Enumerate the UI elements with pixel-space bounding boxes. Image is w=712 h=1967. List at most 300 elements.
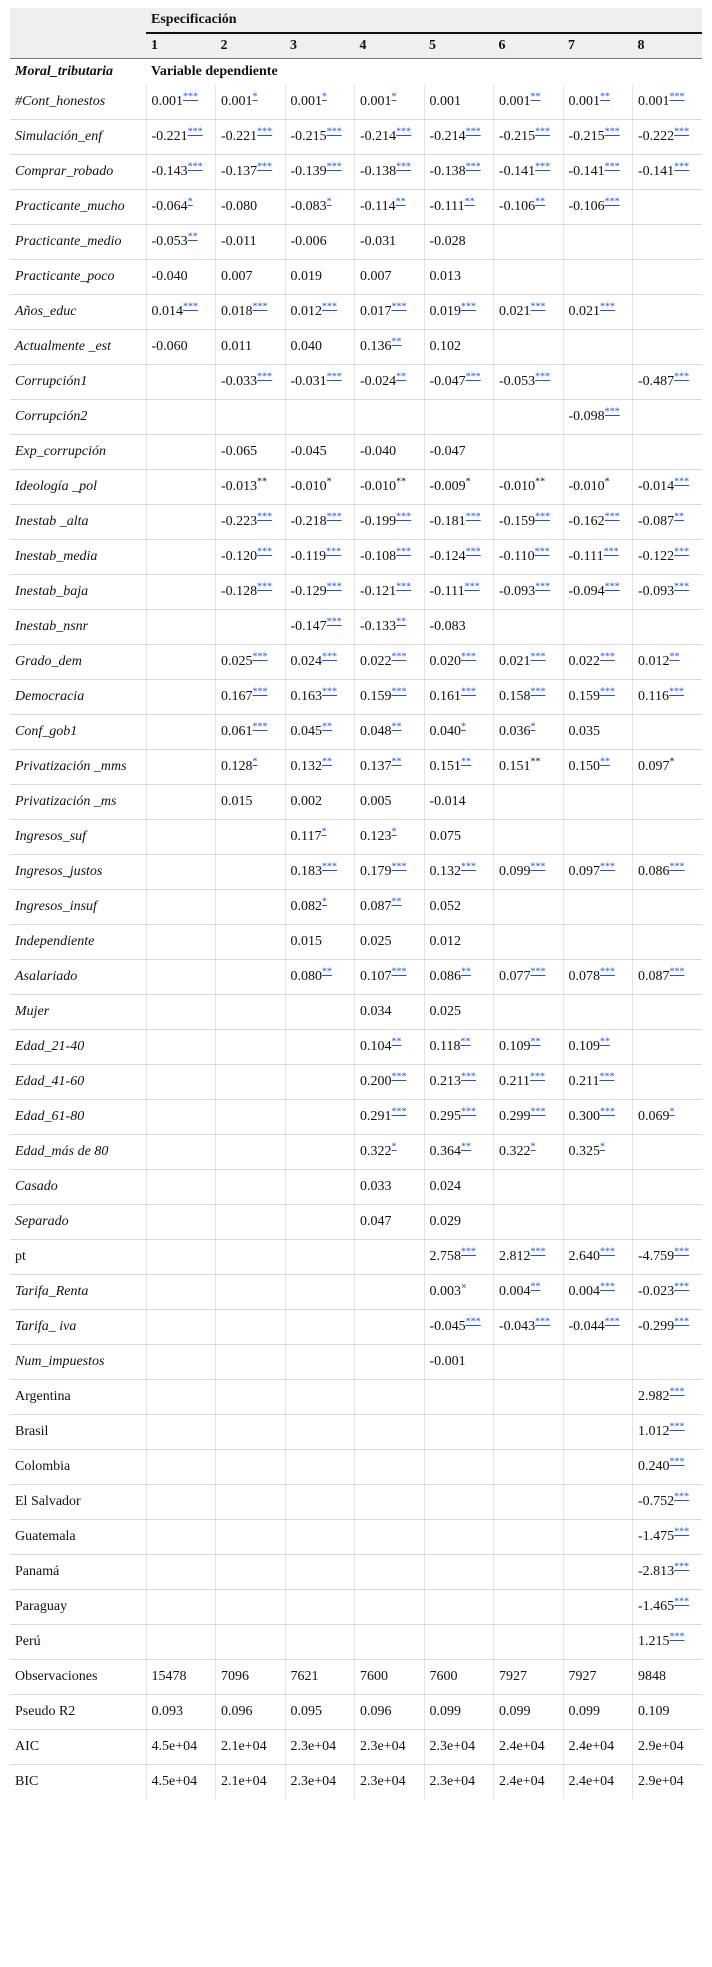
coefficient-value: -0.031 [360, 234, 397, 249]
significance-marker[interactable]: *** [674, 1526, 690, 1538]
significance-marker[interactable]: *** [535, 581, 551, 593]
table-cell [424, 645, 494, 680]
significance-marker[interactable]: *** [326, 511, 342, 523]
significance-marker[interactable]: *** [391, 301, 407, 313]
significance-marker[interactable]: *** [674, 1281, 690, 1293]
coefficient-value: 0.002 [290, 794, 322, 809]
table-cell [216, 680, 286, 715]
table-cell [355, 1345, 425, 1380]
significance-marker[interactable]: *** [322, 686, 337, 698]
significance-marker[interactable]: *** [396, 161, 412, 173]
significance-marker[interactable]: *** [600, 686, 615, 698]
coefficient-value: -0.010 [360, 479, 397, 494]
significance-marker[interactable]: ** [391, 336, 402, 348]
significance-marker[interactable]: *** [530, 861, 546, 873]
table-row [10, 1100, 702, 1135]
significance-marker[interactable]: * [600, 1141, 605, 1153]
significance-marker[interactable]: *** [604, 196, 620, 208]
column-number: 5 [424, 33, 494, 59]
table-cell [355, 470, 425, 505]
coefficient-value: -2.813 [638, 1564, 675, 1579]
significance-marker[interactable]: * [391, 826, 397, 838]
coefficient-value: 0.161 [429, 689, 461, 704]
significance-marker[interactable]: * [391, 1141, 397, 1153]
significance-marker[interactable]: *** [674, 1491, 690, 1503]
significance-marker[interactable]: *** [461, 1106, 476, 1118]
coefficient-value: 2.3e+04 [360, 1739, 406, 1754]
table-cell [285, 120, 355, 155]
coefficient-value: 0.109 [568, 1039, 600, 1054]
significance-marker[interactable]: *** [257, 546, 273, 558]
significance-marker[interactable]: *** [599, 1071, 615, 1083]
coefficient-value: 0.086 [638, 864, 670, 879]
table-cell [216, 925, 286, 960]
table-cell [494, 330, 564, 365]
table-cell [563, 1310, 633, 1345]
table-cell [216, 715, 286, 750]
coefficient-value: 0.322 [499, 1144, 531, 1159]
table-cell [424, 505, 494, 540]
significance-marker[interactable]: * [187, 196, 193, 208]
table-cell [355, 120, 425, 155]
table-cell [216, 1310, 286, 1345]
significance-marker[interactable]: ** [464, 196, 475, 208]
significance-marker[interactable]: ** [530, 1281, 541, 1293]
table-cell [355, 260, 425, 295]
significance-marker[interactable]: *** [187, 161, 203, 173]
table-cell [355, 540, 425, 575]
table-cell [146, 820, 216, 855]
table-cell [146, 1695, 216, 1730]
table-cell [216, 820, 286, 855]
table-cell [355, 1065, 425, 1100]
significance-marker[interactable]: *** [396, 546, 412, 558]
table-cell [563, 470, 633, 505]
significance-marker[interactable]: *** [391, 966, 407, 978]
significance-marker[interactable]: *** [322, 861, 337, 873]
significance-marker[interactable]: *** [603, 546, 619, 558]
column-number: 1 [146, 33, 216, 59]
significance-marker[interactable]: *** [669, 966, 685, 978]
significance-marker[interactable]: *** [530, 301, 546, 313]
significance-marker[interactable]: *** [257, 511, 273, 523]
significance-marker[interactable]: ** [391, 721, 402, 733]
significance-marker[interactable]: *** [257, 161, 273, 173]
table-row [10, 960, 702, 995]
row-label: Ideología _pol [10, 470, 146, 505]
significance-marker[interactable]: *** [674, 1316, 690, 1328]
coefficient-value: -0.047 [429, 374, 466, 389]
significance-marker[interactable]: *** [530, 966, 546, 978]
significance-marker[interactable]: *** [669, 1456, 685, 1468]
table-cell [494, 1450, 564, 1485]
significance-marker[interactable]: * [669, 1106, 675, 1118]
significance-marker[interactable]: *** [396, 581, 412, 593]
table-cell [563, 120, 633, 155]
table-cell [216, 1240, 286, 1275]
significance-marker[interactable]: ** [674, 511, 685, 523]
table-cell [563, 400, 633, 435]
table-row [10, 85, 702, 120]
coefficient-value: -0.141 [638, 164, 675, 179]
table-cell [563, 1205, 633, 1240]
coefficient-value: 0.364 [429, 1144, 461, 1159]
significance-marker[interactable]: *** [326, 581, 342, 593]
table-cell [424, 1660, 494, 1695]
significance-marker[interactable]: *** [396, 511, 412, 523]
significance-marker[interactable]: *** [674, 476, 690, 488]
significance-marker[interactable]: *** [396, 126, 412, 138]
significance-marker[interactable]: *** [391, 686, 407, 698]
coefficient-value: 0.005 [360, 794, 392, 809]
significance-marker[interactable]: *** [257, 371, 273, 383]
coefficient-value: 0.159 [568, 689, 600, 704]
significance-marker[interactable]: * [252, 91, 258, 103]
table-cell [146, 1100, 216, 1135]
table-cell [424, 750, 494, 785]
row-label: Asalariado [10, 960, 146, 995]
significance-marker[interactable]: *** [465, 161, 481, 173]
row-label: Brasil [10, 1415, 146, 1450]
significance-marker[interactable]: *** [604, 161, 620, 173]
significance-marker[interactable]: *** [252, 686, 268, 698]
table-cell [633, 225, 703, 260]
significance-marker[interactable]: *** [674, 546, 690, 558]
coefficient-value: 0.151 [429, 759, 461, 774]
significance-marker[interactable]: *** [252, 721, 268, 733]
coefficient-value: 0.003 [429, 1284, 461, 1299]
table-cell [424, 155, 494, 190]
table-row [10, 785, 702, 820]
table-cell [216, 785, 286, 820]
significance-marker[interactable]: *** [461, 301, 476, 313]
table-cell [563, 1625, 633, 1660]
significance-marker[interactable]: ** [460, 1036, 471, 1048]
table-cell [216, 610, 286, 645]
coefficient-value: -0.013 [221, 479, 258, 494]
coefficient-value: 2.4e+04 [568, 1774, 615, 1789]
coefficient-value: 0.075 [429, 829, 461, 844]
significance-marker[interactable]: *** [326, 371, 342, 383]
table-cell [216, 1380, 286, 1415]
significance-marker[interactable]: ** [530, 1036, 541, 1048]
coefficient-value: 2.3e+04 [429, 1774, 476, 1789]
significance-marker[interactable]: ** [530, 91, 541, 103]
table-row [10, 715, 702, 750]
significance-marker[interactable]: *** [674, 1596, 690, 1608]
significance-marker[interactable]: *** [534, 546, 550, 558]
table-cell [563, 1765, 633, 1800]
significance-marker[interactable]: *** [326, 126, 342, 138]
coefficient-value: 0.001 [638, 94, 670, 109]
significance-marker[interactable]: * [321, 826, 327, 838]
table-cell [146, 1380, 216, 1415]
significance-marker[interactable]: ** [600, 1036, 610, 1048]
significance-marker[interactable]: * [326, 196, 332, 208]
coefficient-value: 0.295 [429, 1109, 461, 1124]
table-cell [285, 155, 355, 190]
significance-marker[interactable]: *** [668, 686, 684, 698]
table-cell [563, 1415, 633, 1450]
significance-marker[interactable]: *** [326, 161, 342, 173]
table-cell [216, 645, 286, 680]
table-cell [633, 960, 703, 995]
row-label: Practicante_poco [10, 260, 146, 295]
table-cell [494, 1170, 564, 1205]
coefficient-value: -0.031 [290, 374, 327, 389]
significance-marker[interactable]: *** [465, 511, 481, 523]
coefficient-value: 0.024 [429, 1179, 461, 1194]
significance-marker[interactable]: *** [461, 1071, 476, 1083]
table-cell [633, 155, 703, 190]
row-label: Corrupción1 [10, 365, 146, 400]
significance-marker[interactable]: *** [257, 126, 273, 138]
significance-marker[interactable]: *** [461, 861, 476, 873]
table-cell [633, 1135, 703, 1170]
table-cell [424, 1415, 494, 1450]
significance-marker[interactable]: *** [465, 1316, 481, 1328]
significance-marker[interactable]: *** [674, 371, 690, 383]
significance-marker[interactable]: *** [600, 1281, 615, 1293]
significance-marker[interactable]: *** [535, 371, 551, 383]
significance-marker[interactable]: ** [322, 721, 332, 733]
significance-marker[interactable]: *** [391, 1071, 407, 1083]
table-cell [146, 610, 216, 645]
row-label: Inestab_media [10, 540, 146, 575]
table-cell [563, 645, 633, 680]
significance-marker[interactable]: ** [391, 896, 402, 908]
coefficient-value: 7927 [568, 1669, 597, 1684]
significance-marker[interactable]: * [530, 1141, 536, 1153]
significance-marker[interactable]: *** [465, 126, 481, 138]
coefficient-value: 0.299 [499, 1109, 531, 1124]
table-cell [146, 435, 216, 470]
significance-marker[interactable]: *** [674, 581, 690, 593]
significance-marker[interactable]: *** [252, 651, 268, 663]
table-row [10, 1275, 702, 1310]
table-cell [563, 1520, 633, 1555]
significance-marker[interactable]: *** [461, 1246, 476, 1258]
significance-marker[interactable]: * [461, 721, 466, 733]
significance-marker[interactable]: ** [391, 1036, 402, 1048]
significance-marker[interactable]: * [322, 896, 327, 908]
table-cell [355, 85, 425, 120]
table-cell [563, 540, 633, 575]
coefficient-value: -0.080 [221, 199, 258, 214]
significance-marker[interactable]: *** [391, 651, 407, 663]
significance-marker[interactable]: *** [257, 581, 273, 593]
significance-marker[interactable]: *** [535, 126, 551, 138]
significance-marker: * [669, 756, 675, 768]
significance-marker[interactable]: *** [391, 1106, 407, 1118]
table-cell [494, 785, 564, 820]
significance-marker[interactable]: *** [674, 1246, 690, 1258]
table-row [10, 225, 702, 260]
significance-marker[interactable]: *** [326, 616, 342, 628]
significance-marker: × [461, 1281, 467, 1293]
coefficient-value: -0.006 [290, 234, 327, 249]
coefficient-value: -0.114 [360, 199, 396, 214]
table-cell [285, 365, 355, 400]
significance-marker[interactable]: ** [187, 231, 198, 243]
table-cell [633, 1380, 703, 1415]
table-cell [563, 995, 633, 1030]
coefficient-value: 0.045 [290, 724, 322, 739]
significance-marker[interactable]: ** [600, 756, 610, 768]
significance-marker[interactable]: ** [396, 616, 407, 628]
table-cell [146, 680, 216, 715]
significance-marker[interactable]: *** [391, 861, 407, 873]
coefficient-value: 0.019 [429, 304, 461, 319]
table-cell [563, 715, 633, 750]
table-cell [633, 470, 703, 505]
significance-marker[interactable]: *** [183, 301, 198, 313]
significance-marker[interactable]: *** [669, 861, 685, 873]
coefficient-value: -1.465 [638, 1599, 675, 1614]
table-cell [355, 750, 425, 785]
table-cell [494, 120, 564, 155]
significance-marker[interactable]: * [322, 91, 327, 103]
significance-marker[interactable]: ** [395, 196, 406, 208]
significance-marker[interactable]: *** [183, 91, 198, 103]
table-cell [285, 575, 355, 610]
coefficient-value: -0.040 [360, 444, 397, 459]
table-cell [355, 680, 425, 715]
significance-marker[interactable]: *** [674, 1561, 690, 1573]
significance-marker[interactable]: *** [669, 1631, 685, 1643]
table-cell [563, 960, 633, 995]
significance-marker[interactable]: *** [600, 301, 615, 313]
table-cell [494, 1065, 564, 1100]
coefficient-value: 0.099 [429, 1704, 461, 1719]
table-cell [563, 1345, 633, 1380]
table-cell [285, 715, 355, 750]
significance-marker[interactable]: *** [530, 1246, 546, 1258]
coefficient-value: -0.087 [638, 514, 675, 529]
significance-marker[interactable]: *** [669, 1386, 685, 1398]
significance-marker[interactable]: ** [461, 1141, 471, 1153]
coefficient-value: 0.163 [290, 689, 322, 704]
table-cell [424, 1345, 494, 1380]
table-cell [633, 1030, 703, 1065]
coefficient-value: -0.159 [499, 514, 536, 529]
significance-marker[interactable]: *** [461, 686, 476, 698]
significance-marker[interactable]: ** [396, 371, 407, 383]
significance-marker[interactable]: *** [600, 1106, 615, 1118]
coefficient-value: -0.299 [638, 1319, 675, 1334]
significance-marker[interactable]: ** [322, 756, 332, 768]
significance-marker: ** [535, 476, 546, 488]
significance-marker[interactable]: *** [669, 91, 685, 103]
significance-marker[interactable]: *** [530, 1106, 546, 1118]
significance-marker[interactable]: *** [530, 686, 546, 698]
significance-marker[interactable]: *** [669, 1421, 685, 1433]
table-cell [494, 1310, 564, 1345]
coefficient-value: 0.025 [360, 934, 392, 949]
table-cell [424, 785, 494, 820]
coefficient-value: 0.029 [429, 1214, 461, 1229]
significance-marker[interactable]: *** [674, 126, 690, 138]
coefficient-value: 0.300 [568, 1109, 600, 1124]
row-label: Paraguay [10, 1590, 146, 1625]
significance-marker[interactable]: *** [461, 651, 476, 663]
significance-marker[interactable]: *** [604, 581, 620, 593]
significance-marker[interactable]: *** [535, 1316, 551, 1328]
coefficient-value: -0.106 [499, 199, 536, 214]
table-cell [424, 1100, 494, 1135]
significance-marker[interactable]: *** [465, 371, 481, 383]
table-row [10, 1660, 702, 1695]
significance-marker[interactable]: *** [674, 161, 690, 173]
significance-marker[interactable]: ** [669, 651, 680, 663]
significance-marker[interactable]: ** [461, 756, 471, 768]
table-cell [424, 120, 494, 155]
significance-marker[interactable]: ** [391, 756, 402, 768]
significance-marker[interactable]: *** [535, 511, 551, 523]
significance-marker[interactable]: * [530, 721, 536, 733]
table-cell [424, 1695, 494, 1730]
table-cell [355, 1030, 425, 1065]
table-cell [146, 785, 216, 820]
coefficient-value: 0.015 [290, 934, 322, 949]
significance-marker[interactable]: *** [464, 581, 480, 593]
table-cell [355, 225, 425, 260]
table-row [10, 190, 702, 225]
table-cell [355, 330, 425, 365]
significance-marker[interactable]: *** [252, 301, 268, 313]
table-cell [146, 575, 216, 610]
significance-marker[interactable]: *** [600, 966, 615, 978]
row-label: Democracia [10, 680, 146, 715]
significance-marker[interactable]: *** [322, 301, 337, 313]
table-cell [494, 1415, 564, 1450]
significance-marker[interactable]: *** [465, 546, 481, 558]
table-cell [216, 505, 286, 540]
table-cell [355, 715, 425, 750]
table-cell [633, 645, 703, 680]
significance-marker[interactable]: ** [461, 966, 471, 978]
significance-marker[interactable]: ** [600, 91, 610, 103]
significance-marker[interactable]: * [252, 756, 258, 768]
significance-marker[interactable]: * [391, 91, 397, 103]
table-cell [424, 1240, 494, 1275]
coefficient-value: 0.109 [499, 1039, 531, 1054]
significance-marker[interactable]: *** [604, 406, 620, 418]
significance-marker[interactable]: *** [322, 651, 337, 663]
significance-marker[interactable]: *** [529, 1071, 545, 1083]
significance-marker[interactable]: ** [535, 196, 546, 208]
coefficient-value: 0.213 [429, 1074, 461, 1089]
significance-marker[interactable]: *** [530, 651, 546, 663]
significance-marker[interactable]: *** [535, 161, 551, 173]
significance-marker[interactable]: *** [326, 546, 342, 558]
significance-marker[interactable]: *** [604, 1316, 620, 1328]
coefficient-value: 0.021 [568, 304, 600, 319]
table-cell [216, 1520, 286, 1555]
significance-marker[interactable]: *** [600, 861, 615, 873]
significance-marker[interactable]: *** [600, 651, 615, 663]
table-cell [424, 995, 494, 1030]
significance-marker[interactable]: *** [187, 126, 203, 138]
coefficient-value: -0.124 [429, 549, 466, 564]
coefficient-value: 0.183 [290, 864, 322, 879]
table-cell [424, 1275, 494, 1310]
significance-marker[interactable]: ** [322, 966, 332, 978]
significance-marker[interactable]: *** [604, 511, 620, 523]
significance-marker[interactable]: *** [600, 1246, 615, 1258]
table-cell [633, 855, 703, 890]
significance-marker[interactable]: *** [604, 126, 620, 138]
